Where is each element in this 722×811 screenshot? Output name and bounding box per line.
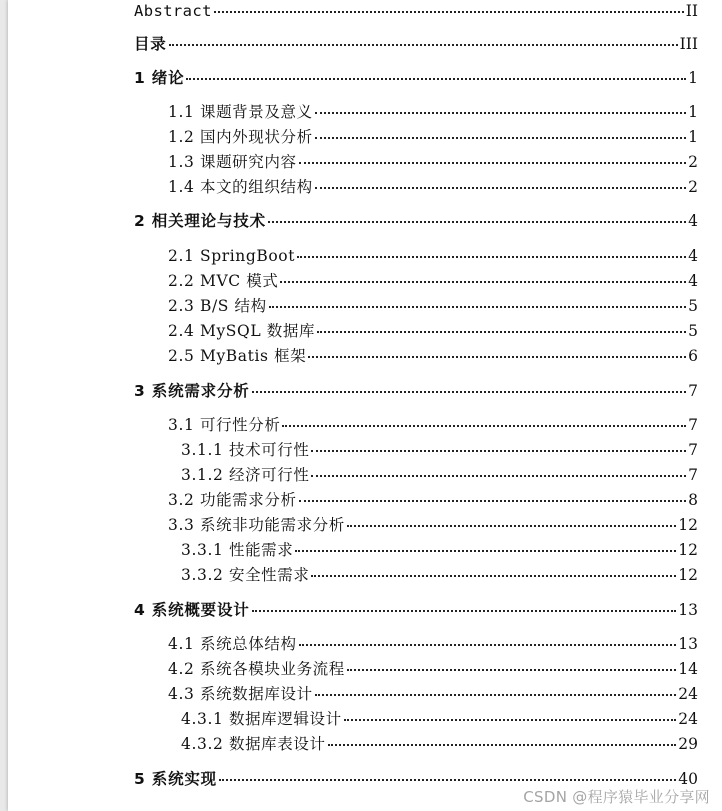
dot-leader (315, 694, 677, 696)
toc-entry-page-number: 7 (688, 441, 698, 459)
toc-entry-title: 3 系统需求分析 (134, 382, 250, 400)
toc-entry[interactable] (181, 539, 698, 561)
dot-leader (214, 11, 684, 13)
toc-entry-page-number: 40 (678, 770, 698, 788)
toc-entry[interactable] (168, 320, 698, 342)
dot-leader (315, 137, 686, 139)
toc-entry-page-number: 29 (678, 735, 698, 753)
toc-entry-title: 2.2 MVC 模式 (168, 272, 279, 290)
toc-entry[interactable] (168, 270, 698, 292)
toc-entry-title: 目录 (134, 35, 167, 53)
toc-entry-title: 4.2 系统各模块业务流程 (168, 660, 345, 678)
toc-entry-page-number: 12 (678, 516, 698, 534)
toc-entry-page-number: 13 (678, 635, 698, 653)
toc-entry-title: 3.2 功能需求分析 (168, 491, 297, 509)
dot-leader (328, 744, 677, 746)
toc-entry-page-number: 2 (688, 178, 698, 196)
toc-entry-page-number: III (679, 35, 698, 53)
toc-entry-title: 3.3.2 安全性需求 (181, 566, 310, 584)
toc-entry-title: 3.3.1 性能需求 (181, 541, 294, 559)
dot-leader (317, 331, 686, 333)
toc-entry[interactable] (168, 176, 698, 198)
toc-entry[interactable] (168, 514, 698, 536)
toc-entry[interactable] (168, 295, 698, 317)
toc-entry-page-number: 5 (688, 297, 698, 315)
toc-entry-title: Abstract (134, 2, 212, 20)
toc-entry-page-number: 12 (678, 541, 698, 559)
toc-entry-page-number: 2 (688, 153, 698, 171)
dot-leader (311, 475, 686, 477)
toc-entry-title: 1 绪论 (134, 69, 185, 87)
toc-entry[interactable] (134, 0, 698, 22)
toc-entry-page-number: 8 (688, 491, 698, 509)
dot-leader (299, 500, 687, 502)
dot-leader (344, 719, 677, 721)
toc-entry-page-number: 4 (688, 212, 698, 230)
toc-entry[interactable] (168, 658, 698, 680)
dot-leader (169, 44, 678, 46)
toc-entry-title: 4.3.2 数据库表设计 (181, 735, 326, 753)
toc-entry-page-number: 1 (688, 128, 698, 146)
toc-entry-title: 3.1.1 技术可行性 (181, 441, 310, 459)
toc-entry-page-number: 6 (688, 347, 698, 365)
toc-entry[interactable] (134, 599, 698, 621)
toc-entry[interactable] (181, 439, 698, 461)
dot-leader (219, 779, 676, 781)
toc-entry[interactable] (181, 708, 698, 730)
toc-entry-title: 2.3 B/S 结构 (168, 297, 267, 315)
toc-entry[interactable] (134, 67, 698, 89)
toc-entry-page-number: 4 (688, 247, 698, 265)
toc-entry-title: 2.5 MyBatis 框架 (168, 347, 307, 365)
dot-leader (252, 391, 687, 393)
dot-leader (308, 356, 686, 358)
toc-entry-title: 1.1 课题背景及意义 (168, 103, 313, 121)
toc-entry-title: 4.1 系统总体结构 (168, 635, 297, 653)
dot-leader (315, 112, 686, 114)
toc-entry-page-number: 4 (688, 272, 698, 290)
toc-entry-title: 1.3 课题研究内容 (168, 153, 297, 171)
dot-leader (311, 575, 676, 577)
toc-entry[interactable] (168, 245, 698, 267)
toc-entry[interactable] (134, 210, 698, 232)
toc-entry-title: 3.1 可行性分析 (168, 416, 281, 434)
toc-entry-title: 4.3 系统数据库设计 (168, 685, 313, 703)
toc-entry[interactable] (181, 464, 698, 486)
toc-entry-page-number: 1 (688, 69, 698, 87)
toc-entry[interactable] (181, 733, 698, 755)
dot-leader (282, 425, 686, 427)
toc-entry[interactable] (168, 101, 698, 123)
toc-entry-page-number: 7 (688, 466, 698, 484)
toc-entry-page-number: 14 (678, 660, 698, 678)
toc-entry[interactable] (168, 345, 698, 367)
toc-entry-title: 2 相关理论与技术 (134, 212, 266, 230)
toc-entry[interactable] (168, 126, 698, 148)
dot-leader (347, 669, 676, 671)
toc-entry-page-number: 12 (678, 566, 698, 584)
toc-entry-title: 5 系统实现 (134, 770, 217, 788)
dot-leader (252, 610, 677, 612)
dot-leader (295, 550, 676, 552)
toc-entry-page-number: 7 (688, 382, 698, 400)
toc-entry[interactable] (168, 633, 698, 655)
dot-leader (268, 221, 686, 223)
toc-entry-page-number: 7 (688, 416, 698, 434)
toc-entry-page-number: 24 (678, 710, 698, 728)
toc-entry-title: 4.3.1 数据库逻辑设计 (181, 710, 342, 728)
toc-entry[interactable] (181, 564, 698, 586)
toc-entry-title: 1.2 国内外现状分析 (168, 128, 313, 146)
toc-entry-title: 4 系统概要设计 (134, 601, 250, 619)
toc-entry[interactable] (168, 489, 698, 511)
toc-entry-title: 2.4 MySQL 数据库 (168, 322, 316, 340)
dot-leader (269, 306, 686, 308)
dot-leader (297, 256, 686, 258)
csdn-watermark: CSDN @程序猿毕业分享网 (523, 788, 710, 806)
dot-leader (186, 78, 686, 80)
dot-leader (311, 450, 686, 452)
toc-entry[interactable] (168, 683, 698, 705)
toc-entry[interactable] (168, 151, 698, 173)
toc-entry[interactable] (134, 380, 698, 402)
toc-entry[interactable] (134, 33, 698, 55)
toc-entry-title: 3.1.2 经济可行性 (181, 466, 310, 484)
dot-leader (347, 525, 676, 527)
toc-entry-page-number: 5 (688, 322, 698, 340)
toc-entry-page-number: II (685, 2, 698, 20)
toc-entry[interactable] (168, 414, 698, 436)
toc-entry-page-number: 24 (678, 685, 698, 703)
document-page (8, 0, 722, 811)
toc-entry-title: 3.3 系统非功能需求分析 (168, 516, 345, 534)
dot-leader (280, 281, 686, 283)
dot-leader (299, 644, 677, 646)
toc-entry-page-number: 1 (688, 103, 698, 121)
dot-leader (299, 162, 687, 164)
toc-entry-title: 2.1 SpringBoot (168, 247, 296, 265)
toc-entry-page-number: 13 (678, 601, 698, 619)
dot-leader (315, 187, 686, 189)
toc-entry-title: 1.4 本文的组织结构 (168, 178, 313, 196)
